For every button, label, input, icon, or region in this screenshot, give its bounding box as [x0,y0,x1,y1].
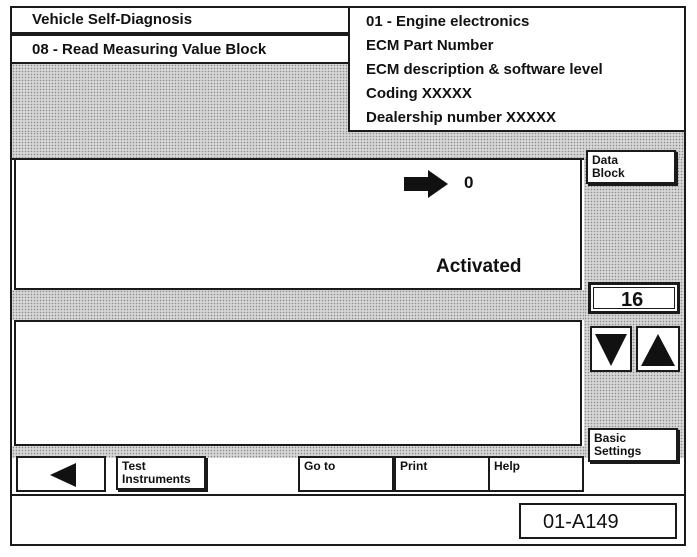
goto-label: Go to [304,459,336,473]
down-triangle-icon [594,332,628,368]
separator-band [12,132,684,160]
help-label: Help [494,459,521,473]
function-title-row [12,8,350,34]
status-text: Activated [436,256,522,277]
ecu-info-panel [348,8,684,132]
test-instruments-button[interactable] [116,456,206,490]
up-triangle-icon [640,332,676,368]
middle-band [12,290,584,320]
back-button[interactable] [16,456,106,492]
ecu-coding: Coding XXXXX [366,85,472,102]
function-title: Vehicle Self-Diagnosis [32,11,193,28]
header-filler-pattern [12,64,348,132]
measuring-value-display [14,158,582,290]
secondary-display [14,320,582,446]
tester-screen-frame [10,6,686,546]
basic-settings-button[interactable] [588,428,678,462]
block-number-field[interactable] [588,282,680,314]
basic-settings-label-line1: Basic [594,431,627,445]
function-selected-row [12,34,350,64]
figure-reference [519,503,677,539]
back-triangle-icon [48,461,78,489]
ecu-description: ECM description & software level [366,61,603,78]
block-up-button[interactable] [636,326,680,372]
help-button[interactable] [488,456,584,492]
measured-value: 0 [464,173,474,192]
ecu-part-number: ECM Part Number [366,37,494,54]
arrow-right-icon [404,170,448,198]
figure-reference-text: 01-A149 [543,511,619,533]
print-label: Print [400,459,428,473]
ecu-address: 01 - Engine electronics [366,13,530,30]
bottom-divider [12,494,684,496]
test-instruments-line1: Test [122,459,146,473]
basic-settings-label-line2: Settings [594,444,642,458]
function-selected: 08 - Read Measuring Value Block [32,41,267,58]
goto-button[interactable] [298,456,394,492]
ecu-dealership: Dealership number XXXXX [366,109,557,126]
test-instruments-line2: Instruments [122,472,191,486]
data-block-label-line1: Data [592,153,619,167]
data-block-label-line2: Block [592,166,625,180]
block-down-button[interactable] [590,326,632,372]
data-block-button[interactable] [586,150,676,184]
print-button[interactable] [394,456,490,492]
block-number: 16 [621,289,644,311]
